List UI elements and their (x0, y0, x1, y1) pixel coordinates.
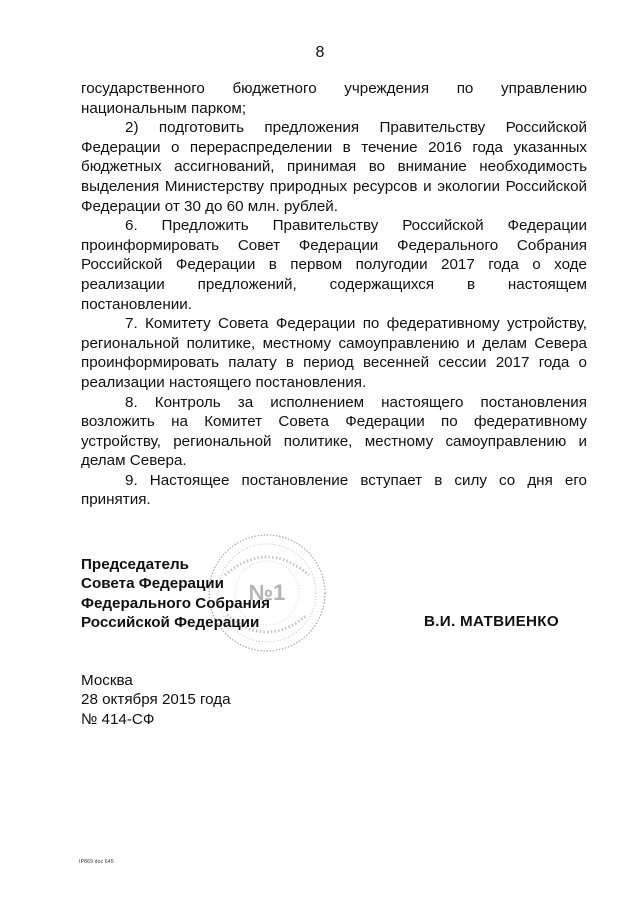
paragraph-continuation: государственного бюджетного учреждения по управлению национальным парком; (81, 80, 587, 117)
paragraph-item-2: 2) подготовить предложения Правительству Российской Федерации о перераспределении в течение 2016 года указанных бюджетных ассигнований, принимая во внимание необходимость выделения Министерству природных ресурсов и экологии Российской Федерации от 30 до 60 млн. рублей. (81, 119, 587, 215)
place: Москва (81, 672, 133, 689)
seal-number: №1 (248, 580, 286, 605)
paragraph-point-7: 7. Комитету Совета Федерации по федеративному устройству, региональной политике, местному самоуправлению и делам Севера проинформировать палату в период весенней сессии 2017 года о реализации настоящего постановления. (81, 315, 587, 391)
signatory-title-line-3: Федерального Собрания (81, 594, 270, 612)
document-meta (81, 671, 231, 729)
footer-code: IP869 doc 645 (79, 859, 114, 865)
document-number: № 414-СФ (81, 710, 155, 728)
page-number: 8 (315, 44, 325, 61)
paragraph-point-6: 6. Предложить Правительству Российской Федерации проинформировать Совет Федерации Федерального Собрания Российской Федерации в первом полугодии 2017 года о ходе реализации предложений, содержащихся в настоящем постановлении. (81, 217, 587, 313)
document-body (81, 79, 587, 510)
paragraph-point-9: 9. Настоящее постановление вступает в силу со дня его принятия. (81, 471, 587, 509)
paragraph-point-8: 8. Контроль за исполнением настоящего постановления возложить на Комитет Совета Федерации по федеративному устройству, региональной политике, местному самоуправлению и делам Севера. (81, 393, 587, 470)
signatory-title-line-4: Российской Федерации (81, 613, 260, 631)
signatory-title-line-1: Председатель (81, 556, 189, 573)
document-date: 28 октября 2015 года (81, 691, 231, 709)
signature-block (81, 555, 270, 632)
signatory-name: В.И. МАТВИЕНКО (424, 613, 559, 630)
signatory-title-line-2: Совета Федерации (81, 575, 224, 593)
